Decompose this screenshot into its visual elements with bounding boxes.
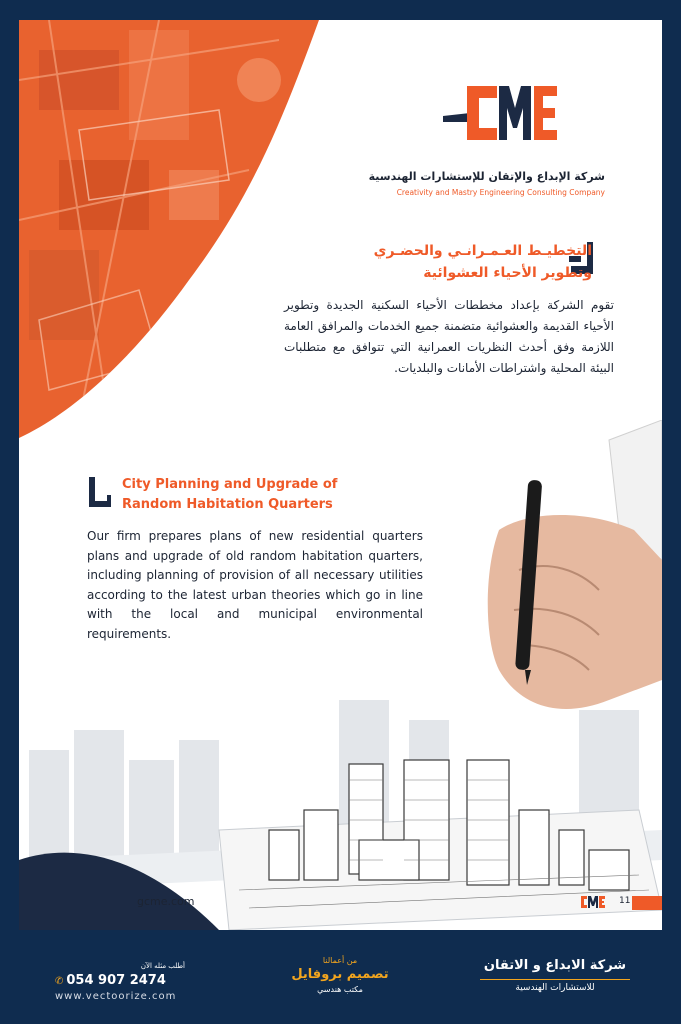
footer-mid-line1: من أعمالنا	[322, 956, 358, 965]
footer-mid-line3: مكتب هندسي	[317, 985, 363, 994]
footer-company-name: شركة الابداع و الاتقان	[483, 958, 627, 973]
english-heading-line1: City Planning and Upgrade of	[122, 477, 338, 492]
english-heading	[122, 475, 337, 515]
orange-construction-photo	[19, 20, 319, 440]
page-number: 11	[619, 896, 631, 906]
footer-mid-line2: تصميم بروفايل	[291, 967, 389, 982]
bracket-icon	[87, 475, 113, 509]
phone-icon: ✆	[55, 976, 64, 987]
footer-portfolio	[270, 956, 410, 994]
page-number-tab	[632, 896, 662, 910]
cme-logo-mark	[439, 78, 559, 148]
arabic-heading-line1: التخطيـط العـمـرانـي والحضـري	[373, 243, 592, 259]
profile-page	[19, 20, 662, 930]
arabic-heading-line2: وتطوير الأحياء العشوائية	[423, 265, 592, 281]
footer-company-subtitle: للاستشارات الهندسية	[480, 979, 630, 993]
small-cme-logo	[579, 894, 607, 910]
english-heading-line2: Random Habitation Quarters	[122, 497, 333, 512]
english-paragraph: Our firm prepares plans of new residential quarters plans and upgrade of old random habitation quarters, including planning of provision of all necessary utilities according to the latest urban theories which go in line with the local and municipal environmental requirements.	[87, 529, 423, 641]
footer-phone-number[interactable]: 054 907 2474	[66, 973, 166, 988]
page-website: gcme.com	[137, 895, 195, 908]
logo-english-name: Creativity and Mastry Engineering Consulting Company	[396, 188, 605, 197]
footer-phone[interactable]	[55, 973, 185, 988]
arabic-heading	[374, 240, 592, 284]
footer-order-text: أطلب مثله الآن	[140, 962, 185, 970]
logo-arabic-name: شركة الإبداع والإتقان للإستشارات الهندسية	[368, 170, 605, 183]
arabic-paragraph: تقوم الشركة بإعداد مخططات الأحياء السكنية الجديدة وتطوير الأحياء القديمة والعشوائية متضمنة جميع الخدمات والمرافق العامة اللازمة وفق أحدث النظريات العمرانية التي تتوافق مع متطلبات البيئة المحلية واشتراطات الأمانات والبلديات.	[284, 298, 614, 375]
footer-company	[480, 958, 630, 993]
bottom-dark-wave	[19, 840, 219, 930]
footer-contact	[55, 962, 185, 1002]
hand-with-pen	[459, 420, 662, 760]
footer-website-link[interactable]: www.vectoorize.com	[55, 991, 177, 1002]
